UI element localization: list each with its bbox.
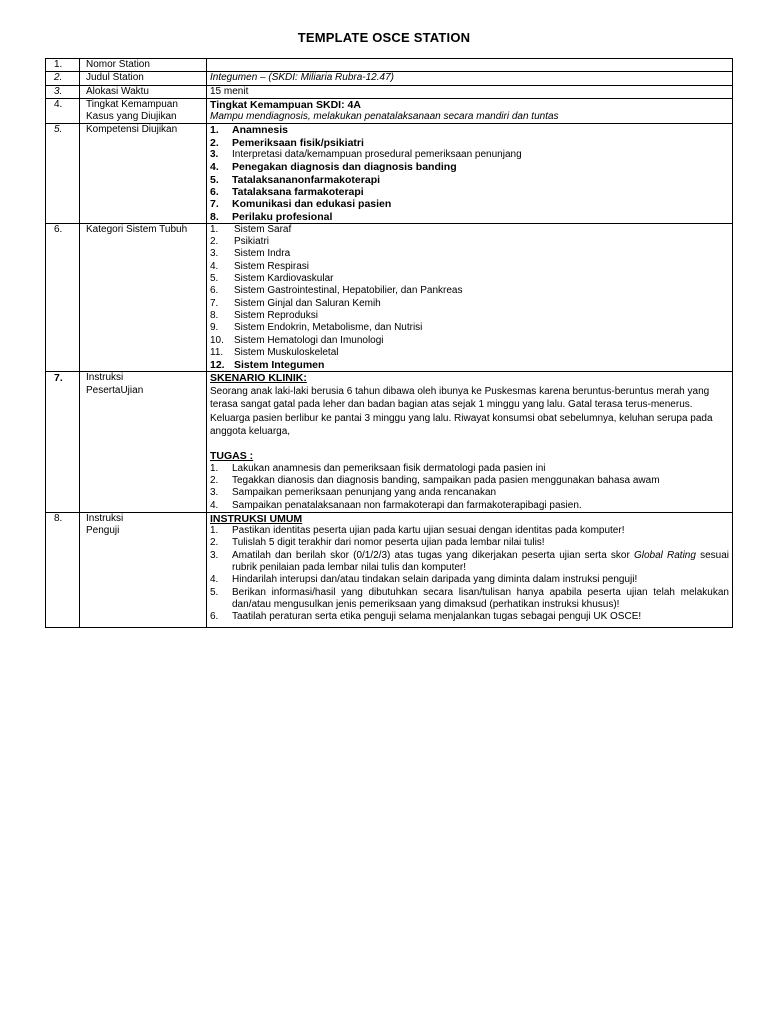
row-number: 5. bbox=[46, 124, 80, 223]
system-item: 10. Sistem Hematologi dan Imunologi bbox=[210, 334, 384, 346]
row-label-line: Penguji bbox=[86, 525, 120, 537]
instruction-item: 5. Berikan informasi/hasil yang dibutuhkan secara lisan/tulisan hanya apabila peserta ujian telah melakukan dan/atau mengusulkan jenis pemeriksaan yang dimaksud (perhatikan instruksi khusus)! bbox=[210, 586, 729, 610]
task-item: 4. Sampaikan penatalaksanaan non farmakoterapi dan farmakoterapibagi pasien. bbox=[210, 499, 582, 511]
instruction-item: 1. Pastikan identitas peserta ujian pada kartu ujian sesuai dengan identitas pada komputer! bbox=[210, 525, 625, 537]
competency-item: 8. Perilaku profesional bbox=[210, 210, 333, 223]
system-item: 4. Sistem Respirasi bbox=[210, 260, 310, 272]
scenario-text: Seorang anak laki-laki berusia 6 tahun dibawa oleh ibunya ke Puskesmas karena beruntus-beruntus merah yang terasa sangat gatal pada leher dan badan bagian atas sejak 1 minggu yang lalu. Gatal terasa terus-menerus. Keluarga pasien berlibur ke pantai 3 minggu yang lalu. Riwayat konsumsi obat sebelumnya, keluhan serupa pada anggota keluarga, bbox=[210, 385, 713, 437]
row-value: 15 menit bbox=[207, 85, 733, 98]
row-label bbox=[80, 512, 207, 627]
row-value bbox=[207, 512, 733, 627]
row-label-line: Instruksi bbox=[86, 512, 124, 524]
row-value bbox=[207, 59, 733, 72]
row-number: 6. bbox=[46, 223, 80, 372]
task-item: 3. Sampaikan pemeriksaan penunjang yang anda rencanakan bbox=[210, 487, 497, 499]
instruction-item: 4. Hindarilah interupsi dan/atau tindakan selain daripada yang diminta dalam instruksi penguji! bbox=[210, 574, 638, 586]
competency-item: 1. Anamnesis bbox=[210, 124, 289, 137]
spacer bbox=[210, 438, 729, 450]
row-label: Alokasi Waktu bbox=[80, 85, 207, 98]
row-label bbox=[80, 98, 207, 124]
row-number: 3. bbox=[46, 85, 80, 98]
system-item: 6. Sistem Gastrointestinal, Hepatobilier, dan Pankreas bbox=[210, 285, 463, 297]
skdi-level-description: Mampu mendiagnosis, melakukan penatalaksanaan secara mandiri dan tuntas bbox=[210, 111, 559, 123]
row-label: Kompetensi Diujikan bbox=[80, 124, 207, 223]
skdi-level-heading: Tingkat Kemampuan SKDI: 4A bbox=[210, 98, 361, 111]
system-item-selected: 12. Sistem Integumen bbox=[210, 359, 325, 372]
row-label-line: Kasus yang Diujikan bbox=[86, 111, 177, 123]
row-nomor-station bbox=[46, 59, 733, 72]
task-item: 1. Lakukan anamnesis dan pemeriksaan fisik dermatologi pada pasien ini bbox=[210, 462, 546, 474]
row-label bbox=[80, 372, 207, 512]
system-item: 11. Sistem Muskuloskeletal bbox=[210, 346, 339, 358]
row-label: Nomor Station bbox=[80, 59, 207, 72]
competency-item: 6. Tatalaksana farmakoterapi bbox=[210, 185, 364, 198]
scenario-heading: SKENARIO KLINIK: bbox=[210, 372, 307, 385]
row-value: Integumen – (SKDI: Miliaria Rubra-12.47) bbox=[207, 72, 733, 85]
row-number: 7. bbox=[46, 372, 80, 512]
task-heading: TUGAS : bbox=[210, 450, 254, 463]
system-item: 1. Sistem Saraf bbox=[210, 223, 292, 235]
system-item: 7. Sistem Ginjal dan Saluran Kemih bbox=[210, 297, 381, 309]
row-number: 1. bbox=[46, 59, 80, 72]
system-item: 9. Sistem Endokrin, Metabolisme, dan Nutrisi bbox=[210, 322, 423, 334]
row-judul-station bbox=[46, 72, 733, 85]
competency-item: 3. Interpretasi data/kemampuan prosedural pemeriksaan penunjang bbox=[210, 149, 522, 161]
row-kompetensi bbox=[46, 124, 733, 223]
system-item: 5. Sistem Kardiovaskular bbox=[210, 273, 334, 285]
row-instruksi-penguji bbox=[46, 512, 733, 627]
row-label-line: Instruksi bbox=[86, 372, 124, 384]
row-value bbox=[207, 98, 733, 124]
osce-station-table bbox=[45, 58, 733, 628]
row-instruksi-peserta bbox=[46, 372, 733, 512]
row-number: 2. bbox=[46, 72, 80, 85]
row-label-line: Tingkat Kemampuan bbox=[86, 98, 178, 110]
row-label: Judul Station bbox=[80, 72, 207, 85]
competency-item: 2. Pemeriksaan fisik/psikiatri bbox=[210, 136, 364, 149]
row-tingkat-kemampuan bbox=[46, 98, 733, 124]
row-label: Kategori Sistem Tubuh bbox=[80, 223, 207, 372]
task-item: 2. Tegakkan dianosis dan diagnosis banding, sampaikan pada pasien menggunakan bahasa awam bbox=[210, 474, 660, 486]
row-value bbox=[207, 372, 733, 512]
system-item: 3. Sistem Indra bbox=[210, 248, 291, 260]
instruction-item: 3. Amatilah dan berilah skor (0/1/2/3) atas tugas yang dikerjakan peserta ujian serta skor Global Rating sesuai rubrik penilaian pada lembar nilai tulis dan komputer! bbox=[210, 549, 729, 574]
instruction-item: 6. Taatilah peraturan serta etika penguji selama menjalankan tugas sebagai penguji UK OSCE! bbox=[210, 611, 642, 623]
row-number: 8. bbox=[46, 512, 80, 627]
row-label-line: PesertaUjian bbox=[86, 384, 144, 396]
general-instruction-heading: INSTRUKSI UMUM bbox=[210, 512, 303, 525]
row-value bbox=[207, 223, 733, 372]
row-alokasi-waktu bbox=[46, 85, 733, 98]
row-number: 4. bbox=[46, 98, 80, 124]
competency-item: 7. Komunikasi dan edukasi pasien bbox=[210, 198, 392, 211]
document-title: TEMPLATE OSCE STATION bbox=[297, 30, 471, 45]
system-item: 8. Sistem Reproduksi bbox=[210, 309, 318, 321]
global-rating-term: Global Rating bbox=[633, 549, 696, 561]
instruction-item: 2. Tulislah 5 digit terakhir dari nomor peserta ujian pada lembar nilai tulis! bbox=[210, 537, 545, 549]
row-value bbox=[207, 124, 733, 223]
competency-item: 4. Penegakan diagnosis dan diagnosis banding bbox=[210, 161, 457, 174]
competency-item: 5. Tatalaksananonfarmakoterapi bbox=[210, 173, 381, 186]
system-item: 2. Psikiatri bbox=[210, 236, 270, 248]
row-kategori-sistem bbox=[46, 223, 733, 372]
